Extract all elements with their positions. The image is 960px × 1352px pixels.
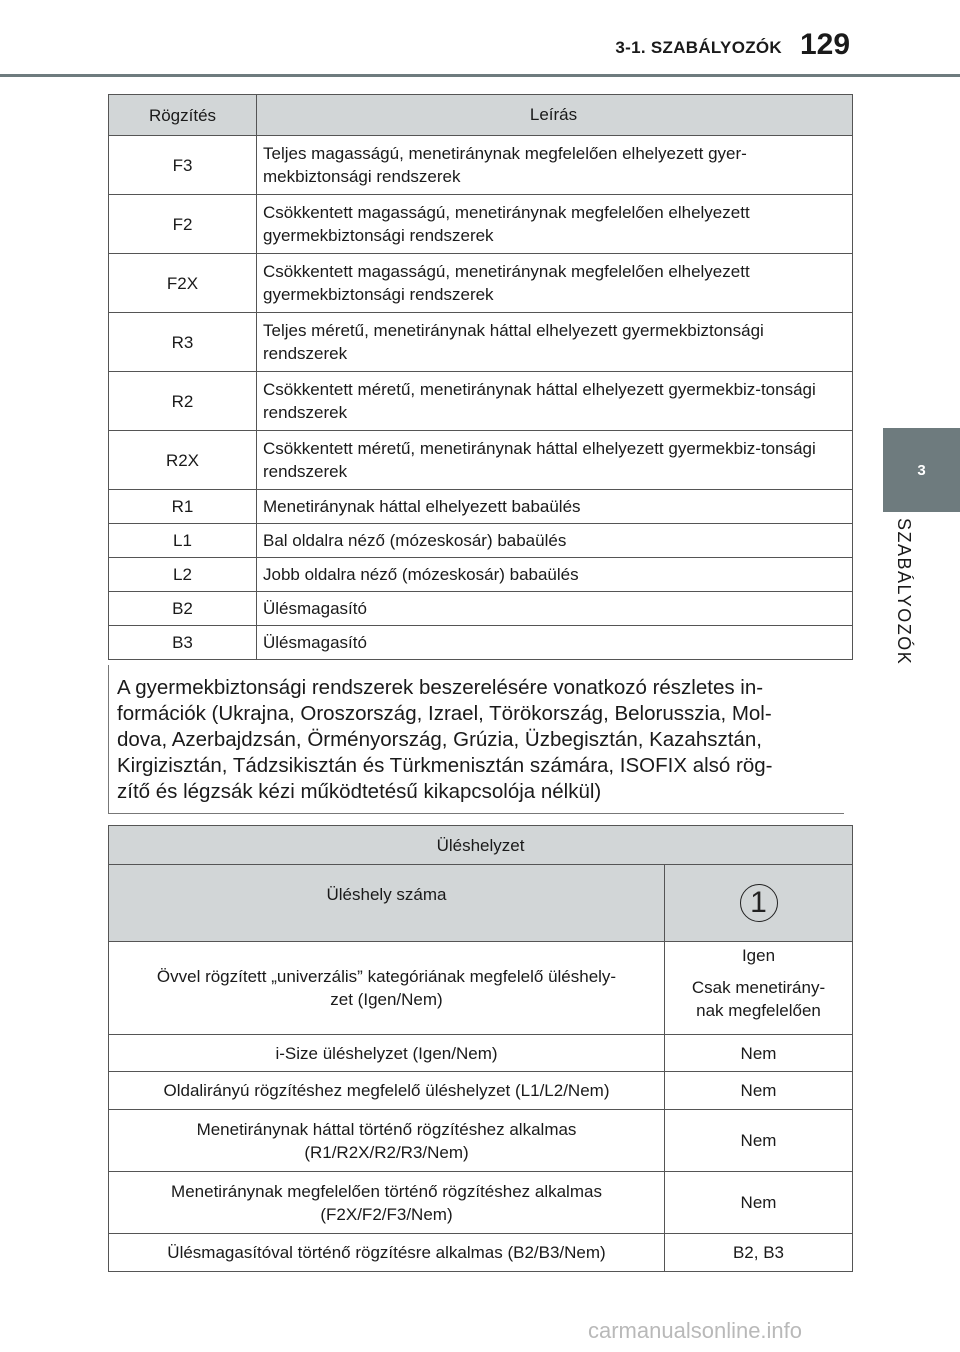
fixing-desc: Ülésmagasító	[257, 592, 853, 626]
col-header-desc: Leírás	[257, 95, 853, 136]
seat-row-label: i-Size üléshelyzet (Igen/Nem)	[109, 1035, 665, 1072]
note-line: formációk (Ukrajna, Oroszország, Izrael, Törökország, Belorusszia, Mol-	[117, 702, 772, 725]
fixing-table	[108, 94, 853, 660]
value-line: Csak menetirány-	[691, 978, 826, 997]
fixing-code: R2	[109, 372, 257, 431]
section-title: 3-1. SZABÁLYOZÓK	[615, 38, 782, 57]
table-row	[109, 313, 853, 372]
value-line: Igen	[741, 946, 776, 965]
fixing-desc: Csökkentett méretű, menetiránynak háttal elhelyezett gyermekbiz-tonsági rendszerek	[257, 431, 853, 490]
label-line: Menetiránynak háttal történő rögzítéshez alkalmas	[196, 1119, 577, 1139]
fixing-desc: Csökkentett magasságú, menetiránynak megfelelően elhelyezett gyermekbiztonsági rendszerek	[257, 254, 853, 313]
table-row	[109, 1110, 853, 1172]
value-line: nak megfelelően	[696, 1001, 821, 1020]
label-line: Menetiránynak megfelelően történő rögzítéshez alkalmas	[171, 1181, 602, 1201]
seat-row-label	[109, 1172, 665, 1234]
watermark: carmanualsonline.info	[588, 1318, 803, 1343]
table-row	[109, 626, 853, 660]
table-row	[109, 942, 853, 1035]
chapter-number: 3	[917, 461, 926, 479]
seat-row-value: B2, B3	[665, 1234, 853, 1272]
seat-row-label: Ülésmagasítóval történő rögzítésre alkalmas (B2/B3/Nem)	[109, 1234, 665, 1272]
seat-number-circle: 1	[740, 884, 778, 922]
label-line: (F2X/F2/F3/Nem)	[320, 1204, 453, 1224]
fixing-code: B3	[109, 626, 257, 660]
label-line: zet (Igen/Nem)	[330, 990, 443, 1009]
fixing-code: B2	[109, 592, 257, 626]
seat-row-label	[109, 1110, 665, 1172]
seat-number-label: Üléshely száma	[109, 865, 665, 942]
page-number: 129	[800, 28, 851, 61]
table-row	[109, 431, 853, 490]
fixing-code: R2X	[109, 431, 257, 490]
table-row	[109, 195, 853, 254]
fixing-desc: Bal oldalra néző (mózeskosár) babaülés	[257, 524, 853, 558]
seat-table-title: Üléshelyzet	[109, 826, 853, 865]
note-box	[108, 665, 844, 814]
fixing-code: L2	[109, 558, 257, 592]
table-row	[109, 254, 853, 313]
fixing-desc: Teljes magasságú, menetiránynak megfelelően elhelyezett gyer-mekbiztonsági rendszerek	[257, 136, 853, 195]
fixing-desc: Jobb oldalra néző (mózeskosár) babaülés	[257, 558, 853, 592]
table-row	[109, 490, 853, 524]
table-row	[109, 1172, 853, 1234]
table-row	[109, 1035, 853, 1072]
fixing-desc: Csökkentett magasságú, menetiránynak megfelelően elhelyezett gyermekbiztonsági rendszerek	[257, 195, 853, 254]
col-header-code: Rögzítés	[109, 95, 257, 136]
note-line: Kirgizisztán, Tádzsikisztán és Türkmenisztán számára, ISOFIX alsó rög-	[117, 754, 773, 777]
fixing-code: R3	[109, 313, 257, 372]
note-line: zítő és légzsák kézi működtetésű kikapcsolója nélkül)	[117, 780, 602, 803]
fixing-desc: Menetiránynak háttal elhelyezett babaülés	[257, 490, 853, 524]
fixing-desc: Csökkentett méretű, menetiránynak háttal elhelyezett gyermekbiz-tonsági rendszerek	[257, 372, 853, 431]
fixing-desc: Ülésmagasító	[257, 626, 853, 660]
seat-number-cell	[665, 865, 853, 942]
table-row	[109, 1072, 853, 1110]
chapter-label: SZABÁLYOZÓK	[894, 518, 914, 666]
table-row	[109, 136, 853, 195]
fixing-code: F3	[109, 136, 257, 195]
seat-row-value: Nem	[665, 1072, 853, 1110]
chapter-tab	[883, 428, 960, 512]
table-row	[109, 865, 853, 942]
note-line: A gyermekbiztonsági rendszerek beszerelésére vonatkozó részletes in-	[117, 676, 764, 699]
label-line: Övvel rögzített „univerzális” kategóriának megfelelő üléshely-	[156, 967, 617, 986]
seat-row-label	[109, 942, 665, 1035]
fixing-code: F2	[109, 195, 257, 254]
table-row	[109, 558, 853, 592]
fixing-code: L1	[109, 524, 257, 558]
fixing-code: F2X	[109, 254, 257, 313]
seat-row-value: Nem	[665, 1172, 853, 1234]
fixing-code: R1	[109, 490, 257, 524]
label-line: (R1/R2X/R2/R3/Nem)	[304, 1142, 469, 1162]
seat-row-value: Nem	[665, 1035, 853, 1072]
table-header-row	[109, 826, 853, 865]
seat-position-table	[108, 825, 853, 1272]
table-row	[109, 1234, 853, 1272]
seat-row-label: Oldalirányú rögzítéshez megfelelő üléshelyzet (L1/L2/Nem)	[109, 1072, 665, 1110]
header-rule	[0, 74, 960, 77]
fixing-desc: Teljes méretű, menetiránynak háttal elhelyezett gyermekbiztonsági rendszerek	[257, 313, 853, 372]
table-row	[109, 524, 853, 558]
table-header-row	[109, 95, 853, 136]
table-row	[109, 372, 853, 431]
note-line: dova, Azerbajdzsán, Örményország, Grúzia, Üzbegisztán, Kazahsztán,	[117, 728, 762, 751]
seat-row-value: Nem	[665, 1110, 853, 1172]
table-row	[109, 592, 853, 626]
seat-row-value	[665, 942, 853, 1035]
